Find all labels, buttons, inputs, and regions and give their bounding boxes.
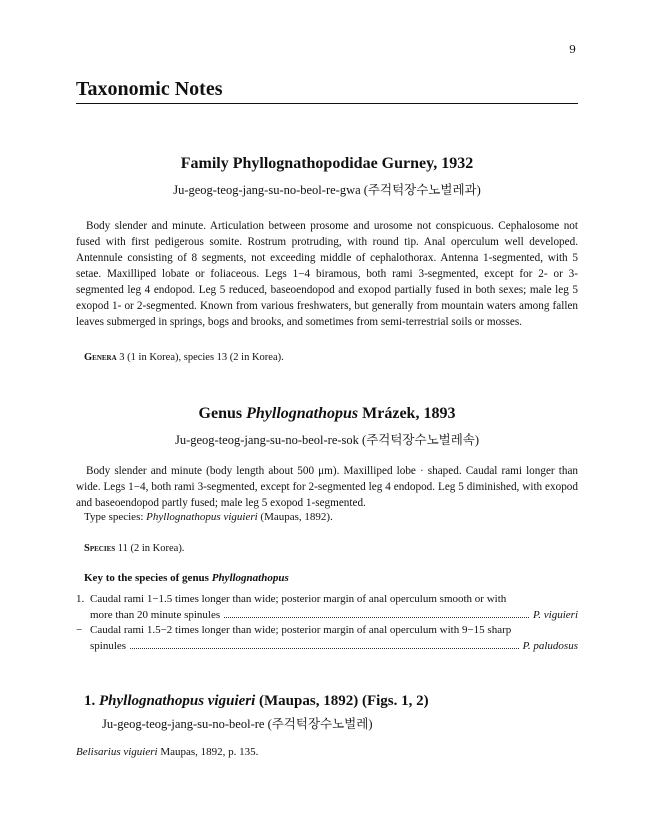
genera-text: 3 (1 in Korea), species 13 (2 in Korea). — [119, 352, 284, 363]
synonym-reference: Maupas, 1892, p. 135. — [160, 746, 259, 758]
type-species-author: (Maupas, 1892). — [260, 511, 333, 523]
family-description: Body slender and minute. Articulation between prosome and urosome not conspicuous. Cephalosome not fused with first pedigerous somite. Rostrum protruding, with round tip. Anal operculum well developed. Antennule consisting of 8 segments, not exceeding middle of cephalothorax. Antenna 1-segmented, with 5 setae. Maxilliped lobate or foliaceous. Legs 1−4 biramous, both rami 3-segmented, except for 2- or 3-segmented leg 4 endopod. Leg 5 reduced, baseoendopod and exopod partially fused in both sexes; male leg 5 exopod 1- or 2-segmented. Known from various freshwaters, but generally from mountain waters among fallen leaves submerged in springs, bogs and brooks, and sometimes from semi-terrestrial soils or mosses. — [76, 220, 578, 328]
genus-title-italic: Phyllognathopus — [246, 405, 359, 422]
species-name: Phyllognathopus viguieri — [99, 693, 256, 709]
key-item-mark: 1. — [76, 593, 85, 605]
genera-count — [84, 352, 284, 363]
key-item — [76, 592, 578, 623]
key-item-text-cont: more than 20 minute spinules — [90, 608, 221, 621]
species-author: (Maupas, 1892) (Figs. 1, 2) — [259, 693, 429, 709]
genus-description: Body slender and minute (body length about 500 μm). Maxilliped lobe · shaped. Caudal rami longer than wide. Legs 1−4, both rami 3-segmented, except for 2-segmented leg 4 endopod. Leg 5 diminished, with exopod and baseoendopod partly fused; male leg 5 exopod 1-segmented. — [76, 465, 578, 509]
key-leader-dots — [224, 617, 529, 618]
genera-label: Genera — [84, 352, 117, 363]
species-count — [84, 543, 184, 554]
species-korean-name: Ju-geog-teog-jang-su-no-beol-re (주걱턱장수노벌레) — [102, 717, 373, 731]
synonym-entry — [76, 746, 258, 758]
key-item — [76, 623, 578, 654]
genus-title-suffix: Mrázek, 1893 — [358, 405, 456, 422]
key-item-text: Caudal rami 1.5−2 times longer than wide; posterior margin of anal operculum with 9−15 sharp — [90, 624, 512, 636]
key-item-mark: − — [76, 624, 83, 636]
type-species — [84, 511, 333, 523]
species-text: 11 (2 in Korea). — [117, 543, 185, 554]
key-title-italic: Phyllognathopus — [211, 572, 289, 584]
key-title-prefix: Key to the species of genus — [84, 572, 212, 584]
key-item-text: Caudal rami 1−1.5 times longer than wide; posterior margin of anal operculum smooth or with — [90, 593, 507, 605]
type-species-name: Phyllognathopus viguieri — [146, 511, 258, 523]
key-leader-dots — [130, 648, 519, 649]
synonym-name: Belisarius viguieri — [76, 746, 158, 758]
key-item-answer: P. paludosus — [522, 639, 578, 652]
species-label: Species — [84, 543, 116, 554]
section-title: Taxonomic Notes — [76, 78, 578, 104]
page-number: 9 — [569, 43, 576, 56]
key-item-text-cont: spinules — [90, 639, 127, 652]
type-species-label: Type species: — [84, 511, 144, 523]
species-heading — [84, 693, 429, 710]
species-number: 1. — [84, 693, 96, 709]
key-item-answer: P. viguieri — [532, 608, 578, 621]
genus-korean-name: Ju-geog-teog-jang-su-no-beol-re-sok (주걱턱장수노벌레속) — [174, 433, 480, 447]
family-title: Family Phyllognathopodidae Gurney, 1932 — [180, 155, 474, 172]
genus-title-prefix: Genus — [198, 405, 247, 422]
genus-title — [76, 405, 578, 423]
family-korean-name: Ju-geog-teog-jang-su-no-beol-re-gwa (주걱턱장수노벌레과) — [173, 183, 481, 197]
key-title — [84, 572, 289, 584]
